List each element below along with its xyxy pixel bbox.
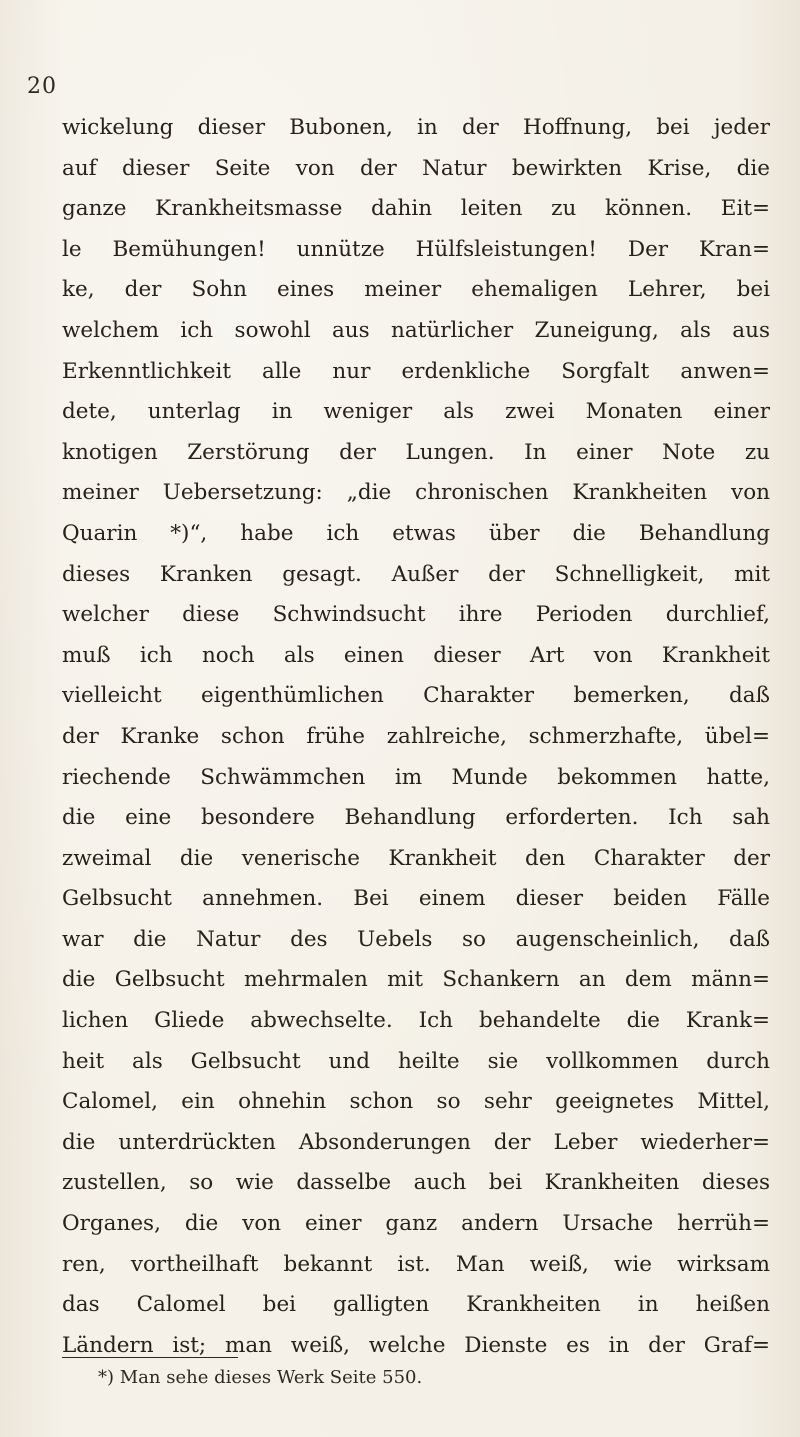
body-text [62, 108, 770, 1366]
text-line: welcher diese Schwindsucht ihre Perioden durchlief, [62, 602, 770, 628]
text-line: die unterdrückten Absonderungen der Leber wiederher= [62, 1129, 770, 1155]
text-line: Gelbsucht annehmen. Bei einem dieser beiden Fälle [62, 886, 770, 912]
text-line: die eine besondere Behandlung erforderten. Ich sah [62, 805, 770, 831]
text-line: die Gelbsucht mehrmalen mit Schankern an dem männ= [62, 967, 770, 993]
text-line: riechende Schwämmchen im Munde bekommen hatte, [62, 764, 770, 790]
text-line: ganze Krankheitsmasse dahin leiten zu können. Eit= [62, 196, 770, 222]
text-line: dete, unterlag in weniger als zwei Monaten einer [62, 399, 770, 425]
text-line: zustellen, so wie dasselbe auch bei Krankheiten dieses [62, 1170, 770, 1196]
text-line: dieses Kranken gesagt. Außer der Schnelligkeit, mit [62, 561, 770, 587]
page-number: 20 [27, 74, 57, 99]
text-line: welchem ich sowohl aus natürlicher Zuneigung, als aus [62, 317, 770, 343]
text-line: auf dieser Seite von der Natur bewirkten Krise, die [62, 155, 770, 181]
text-line: ke, der Sohn eines meiner ehemaligen Lehrer, bei [62, 277, 770, 303]
text-line: Quarin *)“, habe ich etwas über die Behandlung [62, 520, 770, 546]
text-line: meiner Uebersetzung: „die chronischen Krankheiten von [62, 480, 770, 506]
text-line: lichen Gliede abwechselte. Ich behandelte die Krank= [62, 1008, 770, 1034]
text-line: le Bemühungen! unnütze Hülfsleistungen! Der Kran= [62, 236, 770, 262]
text-line: zweimal die venerische Krankheit den Charakter der [62, 845, 770, 871]
text-line: ren, vortheilhaft bekannt ist. Man weiß, wie wirksam [62, 1251, 770, 1277]
text-line: Calomel, ein ohnehin schon so sehr geeignetes Mittel, [62, 1089, 770, 1115]
text-line: war die Natur des Uebels so augenscheinlich, daß [62, 926, 770, 952]
text-line: knotigen Zerstörung der Lungen. In einer Note zu [62, 439, 770, 465]
text-line: heit als Gelbsucht und heilte sie vollkommen durch [62, 1048, 770, 1074]
text-line: wickelung dieser Bubonen, in der Hoffnung, bei jeder [62, 115, 770, 140]
text-line: der Kranke schon frühe zahlreiche, schmerzhafte, übel= [62, 723, 770, 749]
text-line: Ländern ist; man weiß, welche Dienste es in der Graf= [62, 1332, 770, 1358]
text-line: vielleicht eigenthümlichen Charakter bemerken, daß [62, 683, 770, 709]
footnote-divider [62, 1357, 238, 1358]
text-line: Erkenntlichkeit alle nur erdenkliche Sorgfalt anwen= [62, 358, 770, 384]
text-line: Organes, die von einer ganz andern Ursache herrüh= [62, 1211, 770, 1237]
text-line: muß ich noch als einen dieser Art von Krankheit [62, 642, 770, 668]
text-line: das Calomel bei galligten Krankheiten in heißen [62, 1292, 770, 1318]
footnote: *) Man sehe dieses Werk Seite 550. [98, 1367, 423, 1388]
